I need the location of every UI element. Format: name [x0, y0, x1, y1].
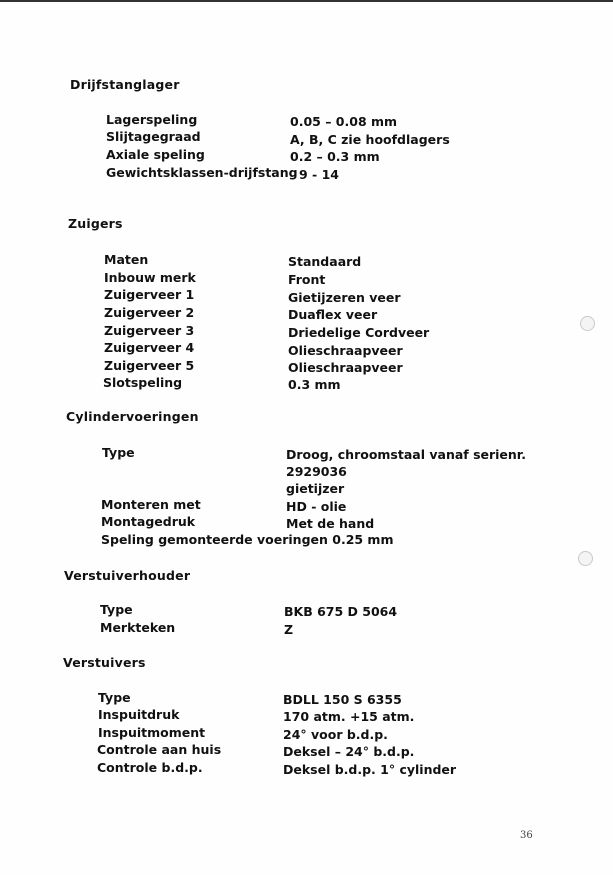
spec-label: Type — [98, 690, 131, 705]
spec-label: Slotspeling — [103, 375, 183, 390]
spec-value: Deksel b.d.p. 1° cylinder — [283, 762, 457, 777]
spec-label: Zuigerveer 1 — [104, 287, 195, 302]
spec-label: Gewichtsklassen-drijfstang — [106, 165, 298, 180]
spec-value: Standaard — [288, 254, 362, 269]
spec-value: A, B, C zie hoofdlagers — [290, 132, 450, 147]
spec-label: Zuigerveer 4 — [104, 340, 195, 355]
spec-label: Controle b.d.p. — [97, 760, 203, 775]
spec-value: Duaflex veer — [288, 307, 378, 322]
spec-value: 0.05 – 0.08 mm — [290, 114, 398, 129]
section-heading-cylindervoeringen: Cylindervoeringen — [66, 409, 199, 424]
spec-label: Zuigerveer 5 — [104, 358, 195, 373]
spec-label: Montagedruk — [101, 514, 196, 529]
spec-label: Inbouw merk — [104, 270, 196, 285]
spec-label: Controle aan huis — [97, 742, 222, 757]
spec-label: Inspuitmoment — [98, 725, 206, 740]
spec-value: HD - olie — [286, 499, 347, 514]
spec-label: Type — [102, 445, 135, 460]
spec-value: Z — [284, 622, 294, 637]
section-heading-verstuiverhouder: Verstuiverhouder — [64, 568, 191, 583]
spec-label: Type — [100, 602, 133, 617]
spec-label: Maten — [104, 252, 149, 267]
spec-label: Slijtagegraad — [106, 129, 201, 144]
spec-label: Lagerspeling — [106, 112, 198, 127]
spec-value: Deksel – 24° b.d.p. — [283, 744, 415, 759]
section-heading-zuigers: Zuigers — [68, 216, 123, 231]
spec-label: Axiale speling — [106, 147, 205, 162]
section-heading-verstuivers: Verstuivers — [63, 655, 146, 670]
spec-full-line: Speling gemonteerde voeringen 0.25 mm — [101, 532, 394, 547]
spec-value: 2929036 — [286, 464, 347, 479]
spec-label: Zuigerveer 3 — [104, 323, 195, 338]
spec-label: Merkteken — [100, 620, 176, 635]
spec-label: Inspuitdruk — [98, 707, 180, 722]
spec-value: 0.3 mm — [288, 377, 341, 392]
spec-value: Gietijzeren veer — [288, 290, 401, 305]
spec-value: 0.2 – 0.3 mm — [290, 149, 380, 164]
spec-value: gietijzer — [286, 481, 345, 496]
spec-label: Monteren met — [101, 497, 201, 512]
spec-value: Droog, chroomstaal vanaf serienr. — [286, 447, 526, 462]
spec-value: Olieschraapveer — [288, 343, 403, 358]
punch-hole — [578, 551, 593, 566]
spec-value: Front — [288, 272, 326, 287]
spec-label: Zuigerveer 2 — [104, 305, 195, 320]
page-number: 36 — [520, 830, 533, 841]
spec-value: 9 - 14 — [299, 167, 339, 182]
spec-value: BDLL 150 S 6355 — [283, 692, 402, 707]
spec-value: Olieschraapveer — [288, 360, 403, 375]
spec-value: BKB 675 D 5064 — [284, 604, 398, 619]
spec-value: 170 atm. +15 atm. — [283, 709, 415, 724]
punch-hole — [580, 316, 595, 331]
section-heading-drijfstanglager: Drijfstanglager — [70, 77, 180, 92]
spec-value: 24° voor b.d.p. — [283, 727, 388, 742]
spec-value: Driedelige Cordveer — [288, 325, 430, 340]
spec-value: Met de hand — [286, 516, 375, 531]
